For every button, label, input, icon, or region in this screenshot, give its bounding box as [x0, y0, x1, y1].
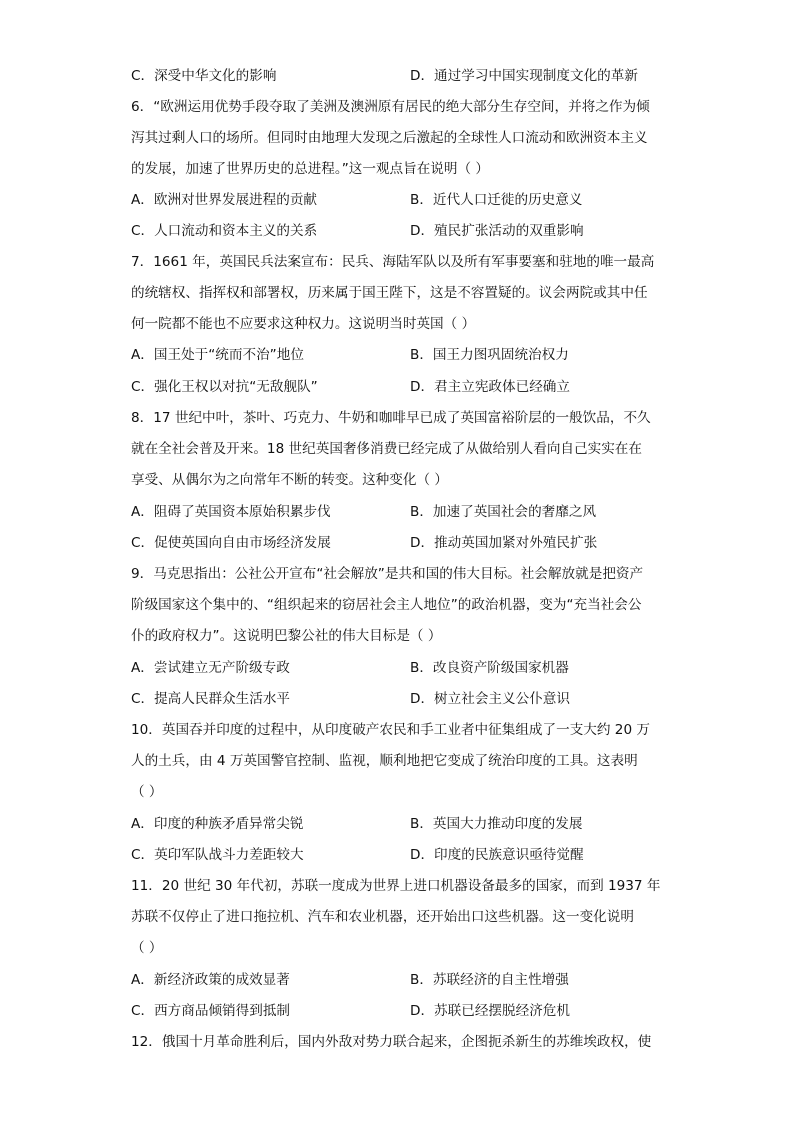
q10-stem-line-2: 人的土兵，由 4 万英国警官控制、监视，顺利地把它变成了统治印度的工具。这表明	[131, 753, 638, 769]
q11-stem-line-3: （ ）	[131, 940, 163, 956]
q8-option-c[interactable]: C．促使英国向自由市场经济发展	[131, 535, 331, 551]
q9-stem-line-2: 阶级国家这个集中的、“组织起来的窃居社会主人地位”的政治机器，变为“充当社会公	[131, 597, 642, 613]
q6-option-d[interactable]: D．殖民扩张活动的双重影响	[410, 223, 584, 239]
q7-stem-line-3: 何一院都不能也不应要求这种权力。这说明当时英国（ ）	[131, 316, 476, 332]
q11-stem-line-2: 苏联不仅停止了进口拖拉机、汽车和农业机器，还开始出口这些机器。这一变化说明	[131, 909, 634, 925]
q9-option-a[interactable]: A．尝试建立无产阶级专政	[131, 660, 290, 676]
q6-option-b[interactable]: B．近代人口迁徙的历史意义	[410, 192, 583, 208]
q5-option-c[interactable]: C．深受中华文化的影响	[131, 68, 277, 84]
q6-option-a[interactable]: A．欧洲对世界发展进程的贡献	[131, 192, 318, 208]
q11-option-b[interactable]: B．苏联经济的自主性增强	[410, 972, 569, 988]
q10-option-a[interactable]: A．印度的种族矛盾异常尖锐	[131, 816, 304, 832]
q8-stem-line-2: 就在全社会普及开来。18 世纪英国奢侈消费已经完成了从做给别人看向自己实实在在	[131, 441, 642, 457]
q7-option-b[interactable]: B．国王力图巩固统治权力	[410, 347, 569, 363]
q6-stem-line-1: 6．“欧洲运用优势手段夺取了美洲及澳洲原有居民的绝大部分生存空间，并将之作为倾	[131, 99, 650, 115]
q10-option-d[interactable]: D．印度的民族意识亟待觉醒	[410, 847, 584, 863]
q8-stem-line-3: 享受、从偶尔为之向常年不断的转变。这种变化（ ）	[131, 472, 448, 488]
q8-option-a[interactable]: A．阻碍了英国资本原始积累步伐	[131, 504, 331, 520]
q9-option-d[interactable]: D．树立社会主义公仆意识	[410, 691, 570, 707]
q8-stem-line-1: 8．17 世纪中叶，茶叶、巧克力、牛奶和咖啡早已成了英国富裕阶层的一般饮品，不久	[131, 410, 651, 426]
q10-stem-line-1: 10．英国吞并印度的过程中，从印度破产农民和手工业者中征集组成了一支大约 20 万	[131, 722, 651, 738]
q9-option-c[interactable]: C．提高人民群众生活水平	[131, 691, 291, 707]
q10-option-b[interactable]: B．英国大力推动印度的发展	[410, 816, 583, 832]
q11-option-d[interactable]: D．苏联已经摆脱经济危机	[410, 1003, 570, 1019]
q11-option-a[interactable]: A．新经济政策的成效显著	[131, 972, 290, 988]
q10-stem-line-3: （ ）	[131, 784, 163, 800]
q6-stem-line-2: 泻其过剩人口的场所。但同时由地理大发现之后激起的全球性人口流动和欧洲资本主义	[131, 130, 648, 146]
q8-option-b[interactable]: B．加速了英国社会的奢靡之风	[410, 504, 597, 520]
q9-option-b[interactable]: B．改良资产阶级国家机器	[410, 660, 569, 676]
q10-option-c[interactable]: C．英印军队战斗力差距较大	[131, 847, 304, 863]
q6-stem-line-3: 的发展，加速了世界历史的总进程。”这一观点旨在说明（ ）	[131, 161, 489, 177]
q11-stem-line-1: 11．20 世纪 30 年代初，苏联一度成为世界上进口机器设备最多的国家，而到 1937 年	[131, 878, 661, 894]
q5-option-d[interactable]: D．通过学习中国实现制度文化的革新	[410, 68, 638, 84]
q7-option-d[interactable]: D．君主立宪政体已经确立	[410, 379, 570, 395]
q7-option-a[interactable]: A．国王处于“统而不治”地位	[131, 347, 304, 363]
q7-stem-line-1: 7．1661 年，英国民兵法案宣布：民兵、海陆军队以及所有军事要塞和驻地的唯一最高	[131, 254, 655, 270]
q9-stem-line-1: 9．马克思指出：公社公开宣布“社会解放”是共和国的伟大目标。社会解放就是把资产	[131, 566, 644, 582]
q9-stem-line-3: 仆的政府权力”。这说明巴黎公社的伟大目标是（ ）	[131, 628, 442, 644]
q6-option-c[interactable]: C．人口流动和资本主义的关系	[131, 223, 318, 239]
q7-stem-line-2: 的统辖权、指挥权和部署权，历来属于国王陛下，这是不容置疑的。议会两院或其中任	[131, 285, 648, 301]
q12-stem-line-1: 12．俄国十月革命胜利后，国内外敌对势力联合起来，企图扼杀新生的苏维埃政权，使	[131, 1034, 652, 1050]
q7-option-c[interactable]: C．强化王权以对抗“无敌舰队”	[131, 379, 318, 395]
q11-option-c[interactable]: C．西方商品倾销得到抵制	[131, 1003, 291, 1019]
q8-option-d[interactable]: D．推动英国加紧对外殖民扩张	[410, 535, 598, 551]
